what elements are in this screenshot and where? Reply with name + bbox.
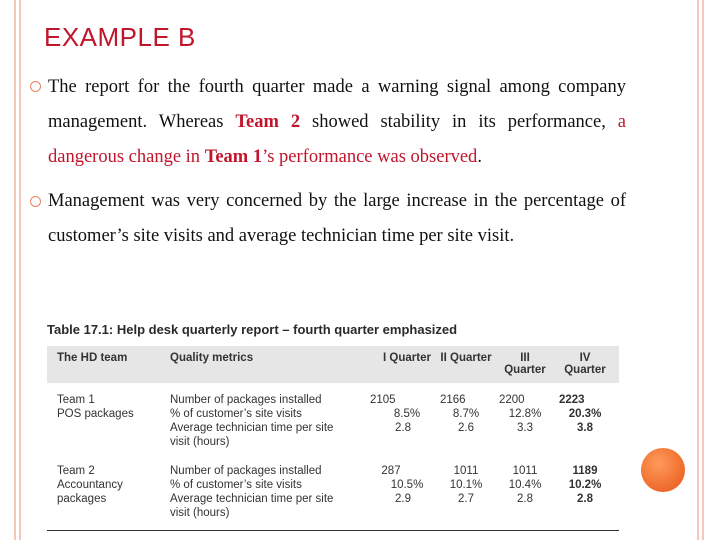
table-cell: 2200 — [499, 394, 525, 406]
table-cell-highlight: 3.8 — [577, 422, 593, 434]
team-name: Team 1 — [57, 394, 95, 406]
left-border-line — [14, 0, 16, 540]
metric-label: visit (hours) — [170, 436, 230, 448]
text-run: showed stability in its performance, — [300, 112, 618, 132]
table-cell: 1011 — [453, 465, 479, 477]
text-run: . — [477, 147, 482, 167]
team-name: POS packages — [57, 408, 134, 420]
table-cell-highlight: 2.8 — [577, 493, 593, 505]
right-border-line — [697, 0, 699, 540]
team-name: packages — [57, 493, 107, 505]
header-quarter-2: II Quarter — [440, 352, 492, 364]
table-cell: 10.4% — [508, 479, 542, 491]
table-cell-highlight: 1189 — [572, 465, 598, 477]
header-quarter-3: III Quarter — [504, 352, 546, 376]
metric-label: Number of packages installed — [170, 394, 322, 406]
team-name: Accountancy — [57, 479, 123, 491]
table-cell: 12.8% — [508, 408, 542, 420]
header-hd-team: The HD team — [57, 352, 128, 364]
table-cell-highlight: 10.2% — [568, 479, 602, 491]
table-cell: 2.8 — [395, 422, 411, 434]
table-cell: 2.9 — [395, 493, 411, 505]
table-cell: 2.8 — [517, 493, 533, 505]
table-cell: 10.5% — [390, 479, 424, 491]
table-bottom-rule — [47, 530, 619, 531]
metric-label: Number of packages installed — [170, 465, 322, 477]
right-border-line — [702, 0, 704, 540]
table-cell: 8.5% — [393, 408, 421, 420]
left-border-line — [19, 0, 21, 540]
orange-circle-decoration — [641, 448, 685, 492]
metric-label: Average technician time per site — [170, 422, 334, 434]
bullet-paragraph-1 — [48, 70, 626, 175]
metric-label: % of customer’s site visits — [170, 479, 302, 491]
table-cell: 8.7% — [452, 408, 480, 420]
header-quarter-1: I Quarter — [383, 352, 431, 364]
table-cell: 2.7 — [458, 493, 474, 505]
header-quality-metrics: Quality metrics — [170, 352, 254, 364]
team-1-highlight: Team 1 — [204, 147, 263, 167]
table-cell: 287 — [381, 465, 401, 477]
metric-label: % of customer’s site visits — [170, 408, 302, 420]
metric-label: Average technician time per site — [170, 493, 334, 505]
table-cell: 3.3 — [517, 422, 533, 434]
table-cell-highlight: 20.3% — [568, 408, 602, 420]
bullet-circle-icon — [30, 196, 41, 207]
table-cell: 2.6 — [458, 422, 474, 434]
slide-title: EXAMPLE B — [44, 22, 196, 52]
table-cell-highlight: 2223 — [559, 394, 585, 406]
table-cell: 1011 — [512, 465, 538, 477]
header-quarter-4: IV Quarter — [564, 352, 606, 376]
text-run: The report for the fourth quarter made a warning signal among company management. Whereas — [48, 77, 626, 132]
bullet-circle-icon — [30, 81, 41, 92]
team-2-highlight: Team 2 — [235, 112, 301, 132]
bullet-paragraph-2: Management was very concerned by the large increase in the percentage of customer’s site visits and average technician time per site visit. — [48, 191, 626, 246]
team-name: Team 2 — [57, 465, 95, 477]
table-cell: 2105 — [370, 394, 396, 406]
table-cell: 2166 — [440, 394, 466, 406]
table-cell: 10.1% — [449, 479, 483, 491]
warning-text: a dangerous change in — [48, 112, 627, 167]
metric-label: visit (hours) — [170, 507, 230, 519]
table-caption: Table 17.1: Help desk quarterly report – fourth quarter emphasized — [47, 322, 458, 337]
warning-text: ’s performance was observed — [262, 147, 478, 167]
